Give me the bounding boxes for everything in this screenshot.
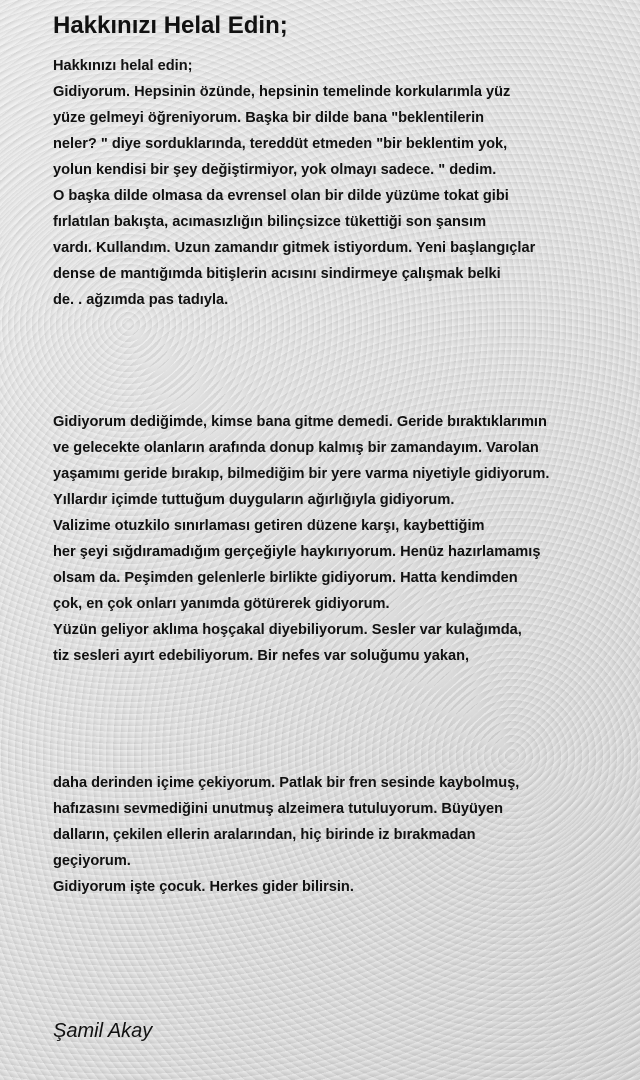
poem-line: geçiyorum.: [53, 853, 131, 869]
poem-line: daha derinden içime çekiyorum. Patlak bir fren sesinde kaybolmuş,: [53, 775, 520, 791]
poem-line: Gidiyorum dediğimde, kimse bana gitme demedi. Geride bıraktıklarımın: [53, 414, 547, 430]
poem-line: Gidiyorum işte çocuk. Herkes gider bilirsin.: [53, 879, 354, 895]
poem-line: vardı. Kullandım. Uzun zamandır gitmek istiyordum. Yeni başlangıçlar: [53, 240, 536, 256]
poem-line: Hakkınızı helal edin;: [53, 58, 193, 74]
poem-line: yüze gelmeyi öğreniyorum. Başka bir dilde bana "beklentilerin: [53, 110, 485, 126]
poem-line: Gidiyorum. Hepsinin özünde, hepsinin temelinde korkularımla yüz: [53, 84, 511, 100]
poem-line: hafızasını sevmediğini unutmuş alzeimera tutuluyorum. Büyüyen: [53, 801, 504, 817]
poem-line: Yıllardır içimde tuttuğum duyguların ağırlığıyla gidiyorum.: [53, 492, 455, 508]
poem-line: de. . ağzımda pas tadıyla.: [53, 292, 229, 308]
poem-title: Hakkınızı Helal Edin;: [53, 12, 288, 39]
poem-line: dalların, çekilen ellerin aralarından, hiç birinde iz bırakmadan: [53, 827, 476, 843]
poem-line: fırlatılan bakışta, acımasızlığın bilinçsizce tükettiği son şansım: [53, 214, 487, 230]
poem-line: yolun kendisi bir şey değiştirmiyor, yok olmayı sadece. " dedim.: [53, 162, 497, 178]
poem-line: Yüzün geliyor aklıma hoşçakal diyebiliyorum. Sesler var kulağımda,: [53, 622, 522, 638]
poem-line: çok, en çok onları yanımda götürerek gidiyorum.: [53, 596, 390, 612]
poem-line: ve gelecekte olanların arafında donup kalmış bir zamandayım. Varolan: [53, 440, 539, 456]
poem-line: neler? " diye sorduklarında, tereddüt etmeden "bir beklentim yok,: [53, 136, 508, 152]
poem-text-block-2: [53, 409, 613, 669]
poem-line: yaşamımı geride bırakıp, bilmediğim bir yere varma niyetiyle gidiyorum.: [53, 466, 550, 482]
poem-line: olsam da. Peşimden gelenlerle birlikte gidiyorum. Hatta kendimden: [53, 570, 518, 586]
poem-line: her şeyi sığdıramadığım gerçeğiyle haykırıyorum. Henüz hazırlamamış: [53, 544, 541, 560]
poem-text-block-1: [53, 53, 613, 313]
poem-author: Şamil Akay: [53, 1020, 153, 1042]
poem-line: tiz sesleri ayırt edebiliyorum. Bir nefes var soluğumu yakan,: [53, 648, 470, 664]
poem-line: O başka dilde olmasa da evrensel olan bir dilde yüzüme tokat gibi: [53, 188, 509, 204]
poem-line: dense de mantığımda bitişlerin acısını sindirmeye çalışmak belki: [53, 266, 501, 282]
poem-text-block-3: [53, 770, 613, 900]
poem-line: Valizime otuzkilo sınırlaması getiren düzene karşı, kaybettiğim: [53, 518, 485, 534]
